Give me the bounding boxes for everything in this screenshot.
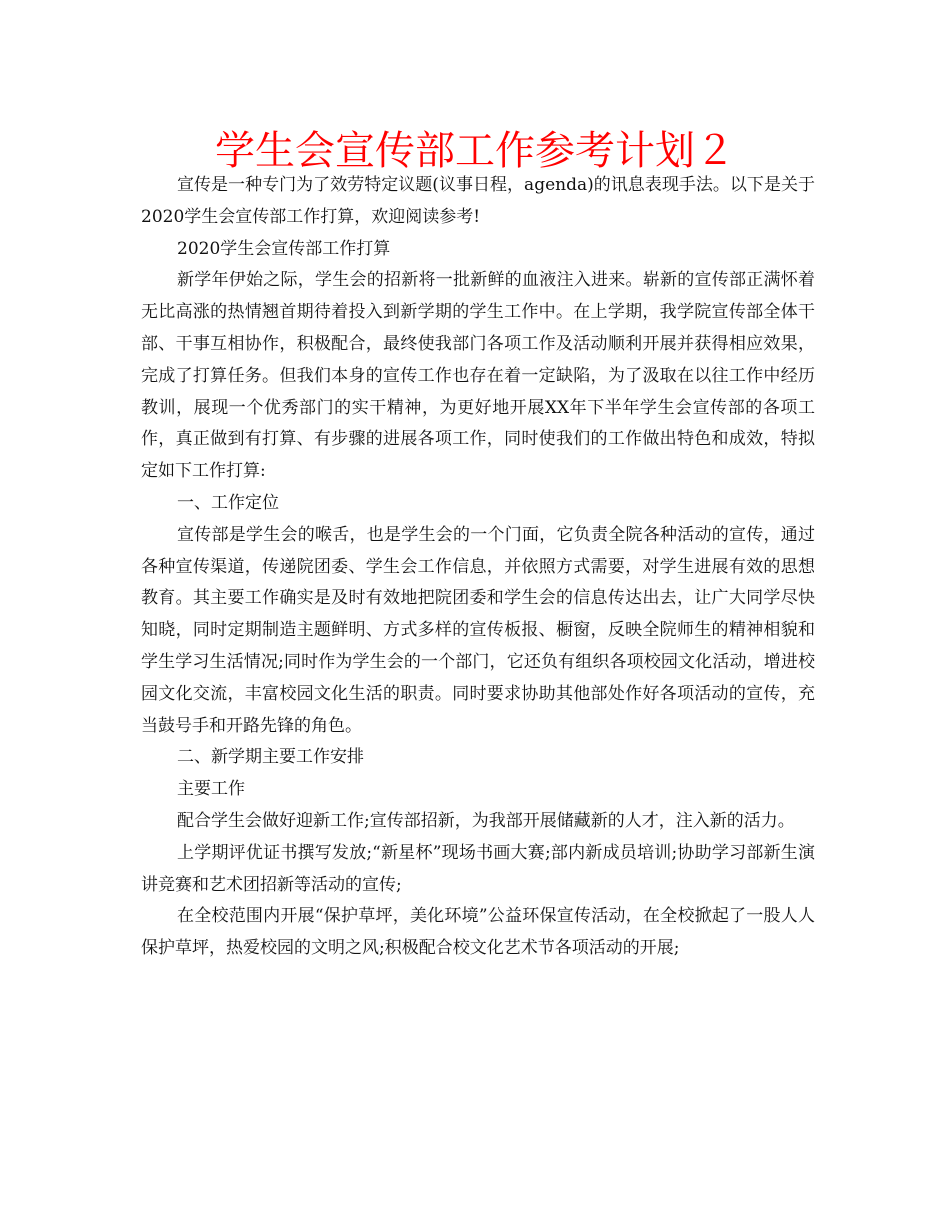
paragraph-recruitment: 配合学生会做好迎新工作;宣传部招新，为我部开展储藏新的人才，注入新的活力。 [177,810,795,831]
subheading-main-work: 主要工作 [177,779,245,800]
intro-paragraph: 宣传是一种专门为了效劳特定议题(议事日程，agenda)的讯息表现手法。以下是关于2020学生会宣传部工作打算，欢迎阅读参考! [141,175,815,227]
document-title: 学生会宣传部工作参考计划２ [215,128,735,174]
section-heading-positioning: 一、工作定位 [177,492,279,513]
paragraph-certificates: 上学期评优证书撰写发放;“新星杯”现场书画大赛;部内新成员培训;协助学习部新生演讲竞赛和艺术团招新等活动的宣传; [141,842,815,895]
paragraph-positioning: 宣传部是学生会的喉舌，也是学生会的一个门面，它负责全院各种活动的宣传，通过各种宣传渠道，传递院团委、学生会工作信息，并依照方式需要，对学生进展有效的思想教育。其主要工作确实是及时有效地把院团委和学生会的信息传达出去，让广大同学尽快知晓，同时定期制造主题鲜明、方式多样的宣传板报、橱窗，反映全院师生的精神相貌和学生学习生活情况;同时作为学生会的一个部门，它还负有组织各项校园文化活动，增进校园文化交流，丰富校园文化生活的职责。同时要求协助其他部处作好各项活动的宣传，充当鼓号手和开路先锋的角色。 [141,524,815,736]
paragraph-environment: 在全校范围内开展“保护草坪，美化环境”公益环保宣传活动，在全校掀起了一股人人保护草坪，热爱校园的文明之风;积极配合校文化艺术节各项活动的开展; [141,906,815,959]
section-heading-plan: 2020学生会宣传部工作打算 [177,238,391,259]
document-body [141,170,815,965]
section-heading-arrangements: 二、新学期主要工作安排 [177,747,364,768]
paragraph-new-semester: 新学年伊始之际，学生会的招新将一批新鲜的血液注入进来。崭新的宣传部正满怀着无比高涨的热情翘首期待着投入到新学期的学生工作中。在上学期，我学院宣传部全体干部、干事互相协作，积极配合，最终使我部门各项工作及活动顺利开展并获得相应效果，完成了打算任务。但我们本身的宣传工作也存在着一定缺陷，为了汲取在以往工作中经历教训，展现一个优秀部门的实干精神，为更好地开展XX年下半年学生会宣传部的各项工作，真正做到有打算、有步骤的进展各项工作，同时使我们的工作做出特色和成效，特拟定如下工作打算: [141,270,815,482]
